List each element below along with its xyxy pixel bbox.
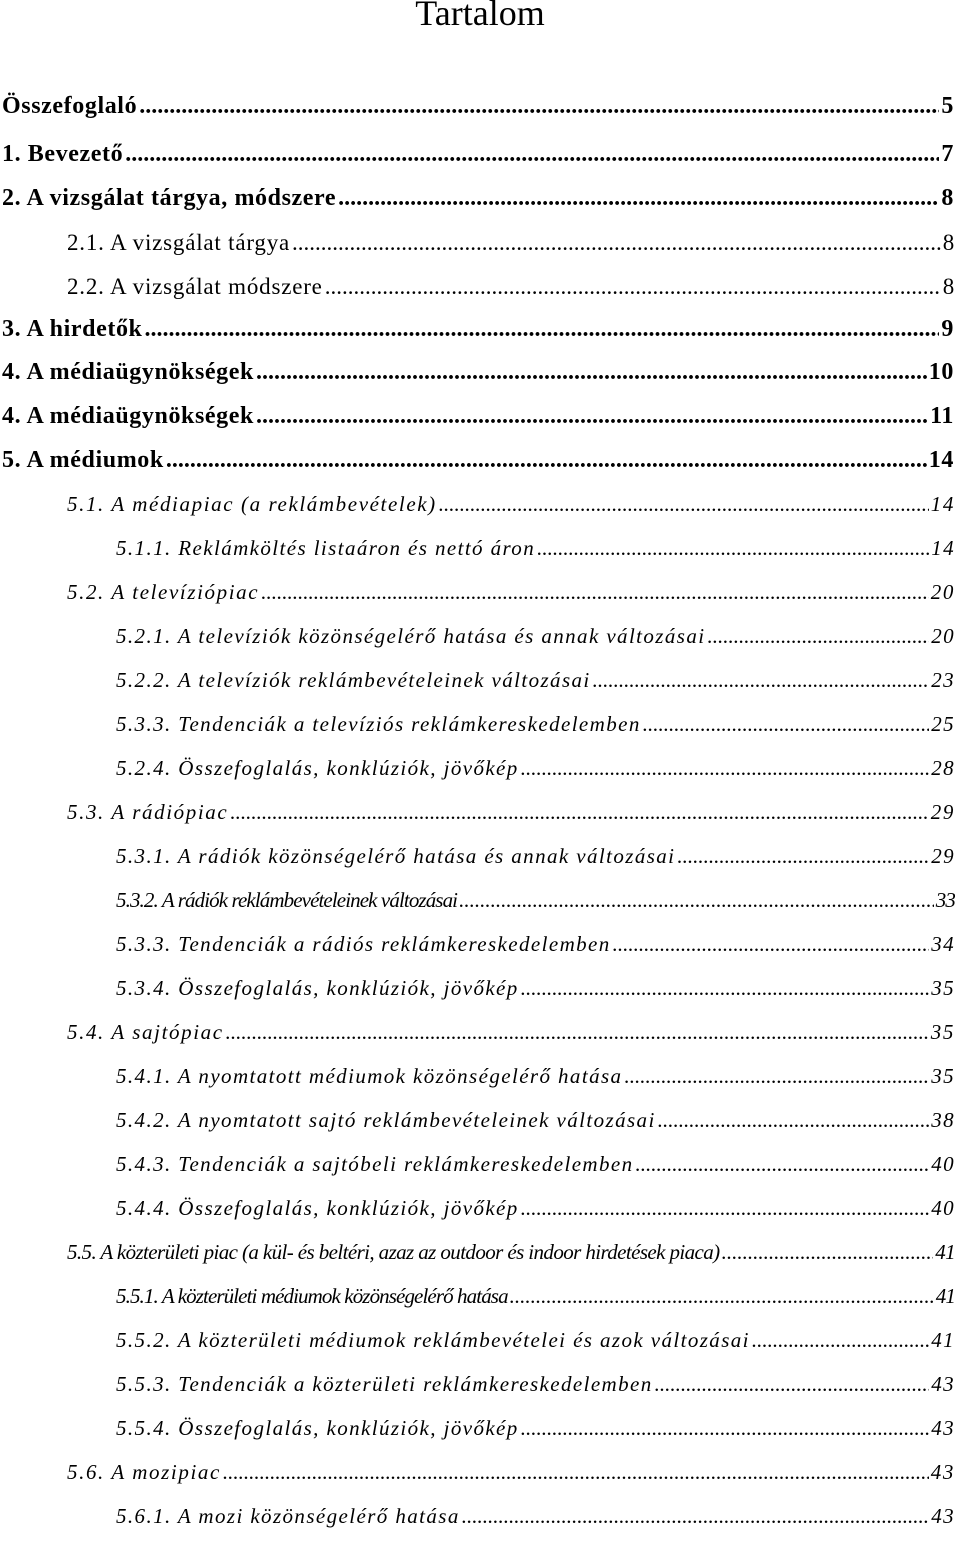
toc-entry-label: 3. A hirdetők <box>2 316 143 342</box>
toc-entry-page: 35 <box>930 1020 955 1044</box>
toc-entry-page: 41 <box>935 1284 955 1308</box>
toc-entry-label: 5.1. A médiapiac (a reklámbevételek) <box>67 492 437 516</box>
toc-entry-page: 41 <box>935 1240 955 1264</box>
toc-entry-page: 41 <box>931 1328 955 1352</box>
toc-entry-page: 33 <box>935 888 955 912</box>
toc-entry-page: 40 <box>931 1152 955 1176</box>
dot-leader <box>658 1103 930 1137</box>
dot-leader <box>462 1499 929 1533</box>
dot-leader <box>325 270 941 304</box>
toc-entry-page: 10 <box>928 359 954 385</box>
toc-entry-tv-osszefoglalas[interactable] <box>116 751 955 785</box>
toc-entry-label: 5.5.2. A közterületi médiumok reklámbevételei és azok változásai <box>116 1328 750 1352</box>
toc-entry-label: 5.2.4. Összefoglalás, konklúziók, jövőkép <box>116 756 519 780</box>
dot-leader <box>292 226 941 260</box>
toc-entry-label: 5.3.3. Tendenciák a rádiós reklámkereskedelemben <box>116 932 611 956</box>
toc-entry-label: 5.5.4. Összefoglalás, konklúziók, jövőkép <box>116 1416 519 1440</box>
toc-entry-page: 29 <box>931 844 955 868</box>
toc-entry-mediaugynoksegek[interactable] <box>2 355 954 389</box>
toc-entry-label: 5.5. A közterületi piac (a kül- és beltéri, azaz az outdoor és indoor hirdetések piaca) <box>67 1240 720 1264</box>
dot-leader <box>223 1455 929 1489</box>
toc-entry-label: 5.3.2. A rádiók reklámbevételeinek változásai <box>116 888 458 912</box>
toc-entry-label: 5.4.4. Összefoglalás, konklúziók, jövőkép <box>116 1196 519 1220</box>
toc-entry-page: 14 <box>931 536 955 560</box>
dot-leader <box>125 137 939 171</box>
toc-entry-sajtopiac[interactable] <box>67 1015 955 1049</box>
toc-entry-label: 2.1. A vizsgálat tárgya <box>67 230 291 255</box>
dot-leader <box>439 487 929 521</box>
toc-entry-mediaugynoksegek-2[interactable] <box>2 399 954 433</box>
toc-entry-label: 5.2. A televíziópiac <box>67 580 260 604</box>
toc-entry-label: 5.3. A rádiópiac <box>67 800 229 824</box>
toc-entry-mozi-kozonsegelero[interactable] <box>116 1499 955 1533</box>
dot-leader <box>624 1059 929 1093</box>
dot-leader <box>643 707 929 741</box>
toc-entry-page: 8 <box>942 230 955 255</box>
dot-leader <box>613 927 930 961</box>
toc-entry-page: 38 <box>931 1108 955 1132</box>
dot-leader <box>256 355 927 389</box>
toc-entry-osszefoglalo[interactable] <box>2 89 954 123</box>
toc-entry-page: 11 <box>930 403 954 429</box>
toc-entry-bevezeto[interactable] <box>2 137 954 171</box>
dot-leader <box>139 89 939 123</box>
toc-entry-label: 5.5.3. Tendenciák a közterületi reklámkereskedelemben <box>116 1372 653 1396</box>
toc-entry-kozteruleti-piac[interactable] <box>67 1235 955 1269</box>
toc-entry-tv-reklambevetelek[interactable] <box>116 663 955 697</box>
toc-entry-page: 43 <box>931 1416 955 1440</box>
toc-entry-page: 25 <box>931 712 955 736</box>
toc-entry-label: 5.6.1. A mozi közönségelérő hatása <box>116 1504 460 1528</box>
dot-leader <box>722 1235 934 1269</box>
toc-entry-label: 5.2.2. A televíziók reklámbevételeinek változásai <box>116 668 591 692</box>
toc-entry-kozteruleti-tendenciak[interactable] <box>116 1367 955 1401</box>
toc-entry-page: 20 <box>930 580 955 604</box>
toc-entry-sajto-kozonsegelero[interactable] <box>116 1059 955 1093</box>
toc-entry-label: 5.3.3. Tendenciák a televíziós reklámkereskedelemben <box>116 712 641 736</box>
dot-leader <box>166 443 927 477</box>
dot-leader <box>459 883 934 917</box>
dot-leader <box>261 575 929 609</box>
toc-entry-sajto-osszefoglalas[interactable] <box>116 1191 955 1225</box>
toc-entry-radio-tendenciak[interactable] <box>116 927 955 961</box>
dot-leader <box>521 971 930 1005</box>
toc-entry-label: 5.6. A mozipiac <box>67 1460 221 1484</box>
toc-entry-label: 5.1.1. Reklámköltés listaáron és nettó áron <box>116 536 536 560</box>
dot-leader <box>510 1279 934 1313</box>
page-title: Tartalom <box>415 0 545 33</box>
toc-entry-mediumok[interactable] <box>2 443 954 477</box>
toc-entry-hirdetok[interactable] <box>2 312 954 346</box>
toc-entry-label: 5.4. A sajtópiac <box>67 1020 224 1044</box>
dot-leader <box>708 619 930 653</box>
toc-entry-radio-kozonsegelero[interactable] <box>116 839 955 873</box>
toc-entry-label: 5.3.1. A rádiók közönségelérő hatása és annak változásai <box>116 844 676 868</box>
toc-entry-label: 5.3.4. Összefoglalás, konklúziók, jövőkép <box>116 976 519 1000</box>
toc-entry-page: 40 <box>931 1196 955 1220</box>
dot-leader <box>752 1323 929 1357</box>
toc-entry-page: 35 <box>931 1064 955 1088</box>
toc-entry-page: 14 <box>930 492 955 516</box>
toc-entry-page: 34 <box>931 932 955 956</box>
dot-leader <box>655 1367 930 1401</box>
toc-entry-page: 43 <box>931 1372 955 1396</box>
toc-entry-page: 28 <box>931 756 955 780</box>
toc-entry-vizsgalat-modszere[interactable] <box>67 270 955 304</box>
toc-entry-tv-kozonsegelero[interactable] <box>116 619 955 653</box>
toc-entry-label: 4. A médiaügynökségek <box>2 359 254 385</box>
toc-entry-label: 5. A médiumok <box>2 447 164 473</box>
dot-leader <box>230 795 928 829</box>
dot-leader <box>521 1191 930 1225</box>
toc-entry-page: 8 <box>942 274 955 299</box>
toc-entry-sajto-tendenciak[interactable] <box>116 1147 955 1181</box>
toc-entry-label: 1. Bevezető <box>2 141 124 167</box>
dot-leader <box>226 1015 929 1049</box>
toc-entry-page: 20 <box>931 624 955 648</box>
toc-entry-label: 5.4.1. A nyomtatott médiumok közönségelérő hatása <box>116 1064 623 1088</box>
toc-entry-page: 29 <box>930 800 955 824</box>
toc-entry-tv-tendenciak[interactable] <box>116 707 955 741</box>
dot-leader <box>593 663 930 697</box>
toc-entry-label: 4. A médiaügynökségek <box>2 403 254 429</box>
toc-entry-reklamkoltes[interactable] <box>116 531 955 565</box>
toc-entry-label: 2.2. A vizsgálat módszere <box>67 274 323 299</box>
toc-entry-vizsgalat-targya[interactable] <box>67 226 955 260</box>
toc-entry-kozteruleti-kozonsegelero[interactable] <box>116 1279 955 1313</box>
toc-entry-label: 5.4.3. Tendenciák a sajtóbeli reklámkereskedelemben <box>116 1152 634 1176</box>
toc-entry-page: 8 <box>941 185 954 211</box>
toc-entry-vizsgalat[interactable] <box>2 181 954 215</box>
toc-entry-page: 5 <box>941 93 954 119</box>
toc-entry-page: 43 <box>930 1460 955 1484</box>
toc-entry-kozteruleti-osszefoglalas[interactable] <box>116 1411 955 1445</box>
dot-leader <box>636 1147 930 1181</box>
toc-entry-page: 23 <box>931 668 955 692</box>
toc-entry-label: 5.5.1. A közterületi médiumok közönségelérő hatása <box>116 1284 508 1308</box>
dot-leader <box>256 399 928 433</box>
toc-entry-page: 9 <box>941 316 954 342</box>
toc-entry-mediapiac[interactable] <box>67 487 955 521</box>
dot-leader <box>521 1411 930 1445</box>
toc-entry-radio-reklambevetelek[interactable] <box>116 883 955 917</box>
toc-entry-label: 5.2.1. A televíziók közönségelérő hatása és annak változásai <box>116 624 706 648</box>
toc-entry-radio-osszefoglalas[interactable] <box>116 971 955 1005</box>
toc-entry-televiziopiac[interactable] <box>67 575 955 609</box>
dot-leader <box>521 751 930 785</box>
toc-entry-sajto-reklambevetelek[interactable] <box>116 1103 955 1137</box>
toc-entry-page: 35 <box>931 976 955 1000</box>
toc-entry-page: 43 <box>931 1504 955 1528</box>
toc-entry-label: 5.4.2. A nyomtatott sajtó reklámbevételeinek változásai <box>116 1108 656 1132</box>
dot-leader <box>537 531 929 565</box>
toc-entry-kozteruleti-reklambevetelek[interactable] <box>116 1323 955 1357</box>
toc-entry-mozipiac[interactable] <box>67 1455 955 1489</box>
toc-entry-label: Összefoglaló <box>2 93 138 119</box>
toc-entry-label: 2. A vizsgálat tárgya, módszere <box>2 185 337 211</box>
toc-entry-page: 7 <box>941 141 954 167</box>
toc-entry-page: 14 <box>928 447 954 473</box>
dot-leader <box>145 312 940 346</box>
dot-leader <box>677 839 929 873</box>
toc-entry-radiopiac[interactable] <box>67 795 955 829</box>
dot-leader <box>338 181 939 215</box>
